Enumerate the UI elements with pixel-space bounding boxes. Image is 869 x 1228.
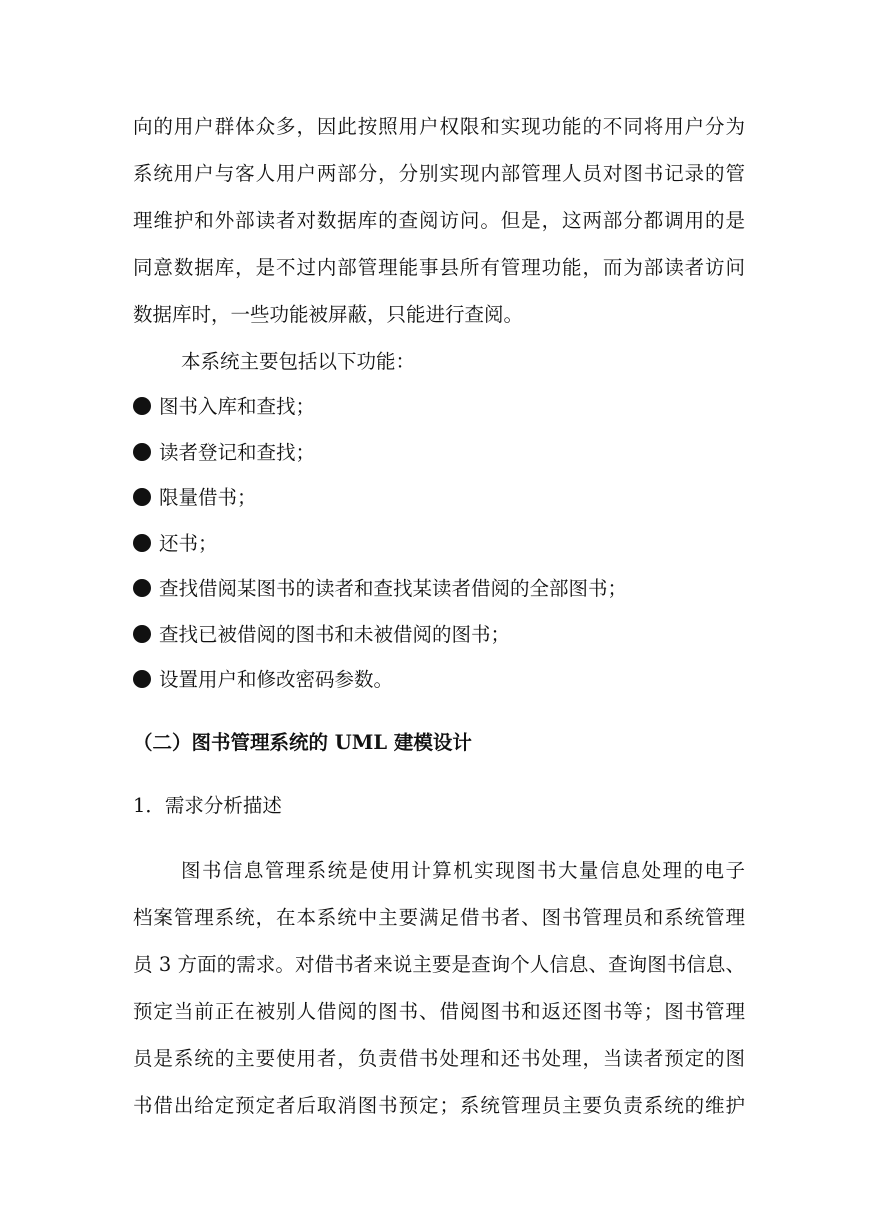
bullet-icon	[133, 534, 151, 552]
subsection-heading: 1．需求分析描述	[133, 794, 282, 817]
body-line-5: 员是系统的主要使用者，负责借书处理和还书处理，当读者预定的图	[133, 1047, 745, 1070]
feature-text: 读者登记和查找；	[159, 441, 316, 464]
feature-list-item	[133, 620, 745, 650]
feature-list-item	[133, 574, 745, 604]
intro-line-2: 系统用户与客人用户两部分，分别实现内部管理人员对图书记录的管	[133, 162, 745, 185]
intro-line-4: 同意数据库，是不过内部管理能事县所有管理功能，而为部读者访问	[133, 256, 745, 279]
body-line-3: 员 3 方面的需求。对借书者来说主要是查询个人信息、查询图书信息、	[133, 953, 745, 976]
feature-text: 图书入库和查找；	[159, 395, 316, 418]
intro-line-1: 向的用户群体众多，因此按照用户权限和实现功能的不同将用户分为	[133, 115, 745, 138]
feature-text: 设置用户和修改密码参数。	[159, 668, 394, 691]
feature-list-item	[133, 392, 745, 422]
intro-line-5: 数据库时，一些功能被屏蔽，只能进行查阅。	[133, 303, 524, 326]
body-line-6: 书借出给定预定者后取消图书预定；系统管理员主要负责系统的维护	[133, 1094, 745, 1117]
section-heading: （二）图书管理系统的 UML 建模设计	[133, 731, 472, 754]
feature-text: 还书；	[159, 532, 218, 555]
bullet-icon	[133, 397, 151, 415]
bullet-icon	[133, 579, 151, 597]
bullet-icon	[133, 670, 151, 688]
body-line-2: 档案管理系统，在本系统中主要满足借书者、图书管理员和系统管理	[133, 906, 745, 929]
intro-line-3: 理维护和外部读者对数据库的查阅访问。但是，这两部分都调用的是	[133, 209, 745, 232]
bullet-icon	[133, 625, 151, 643]
feature-list-item	[133, 529, 745, 559]
bullet-icon	[133, 488, 151, 506]
body-line-1: 图书信息管理系统是使用计算机实现图书大量信息处理的电子	[181, 859, 745, 882]
bullet-icon	[133, 443, 151, 461]
feature-text: 查找已被借阅的图书和未被借阅的图书；	[159, 623, 511, 646]
features-intro: 本系统主要包括以下功能：	[181, 350, 416, 373]
feature-list-item	[133, 665, 745, 695]
feature-list-item	[133, 438, 745, 468]
body-line-4: 预定当前正在被别人借阅的图书、借阅图书和返还图书等；图书管理	[133, 1000, 745, 1023]
feature-list-item	[133, 483, 745, 513]
feature-text: 查找借阅某图书的读者和查找某读者借阅的全部图书；	[159, 577, 628, 600]
feature-text: 限量借书；	[159, 486, 257, 509]
